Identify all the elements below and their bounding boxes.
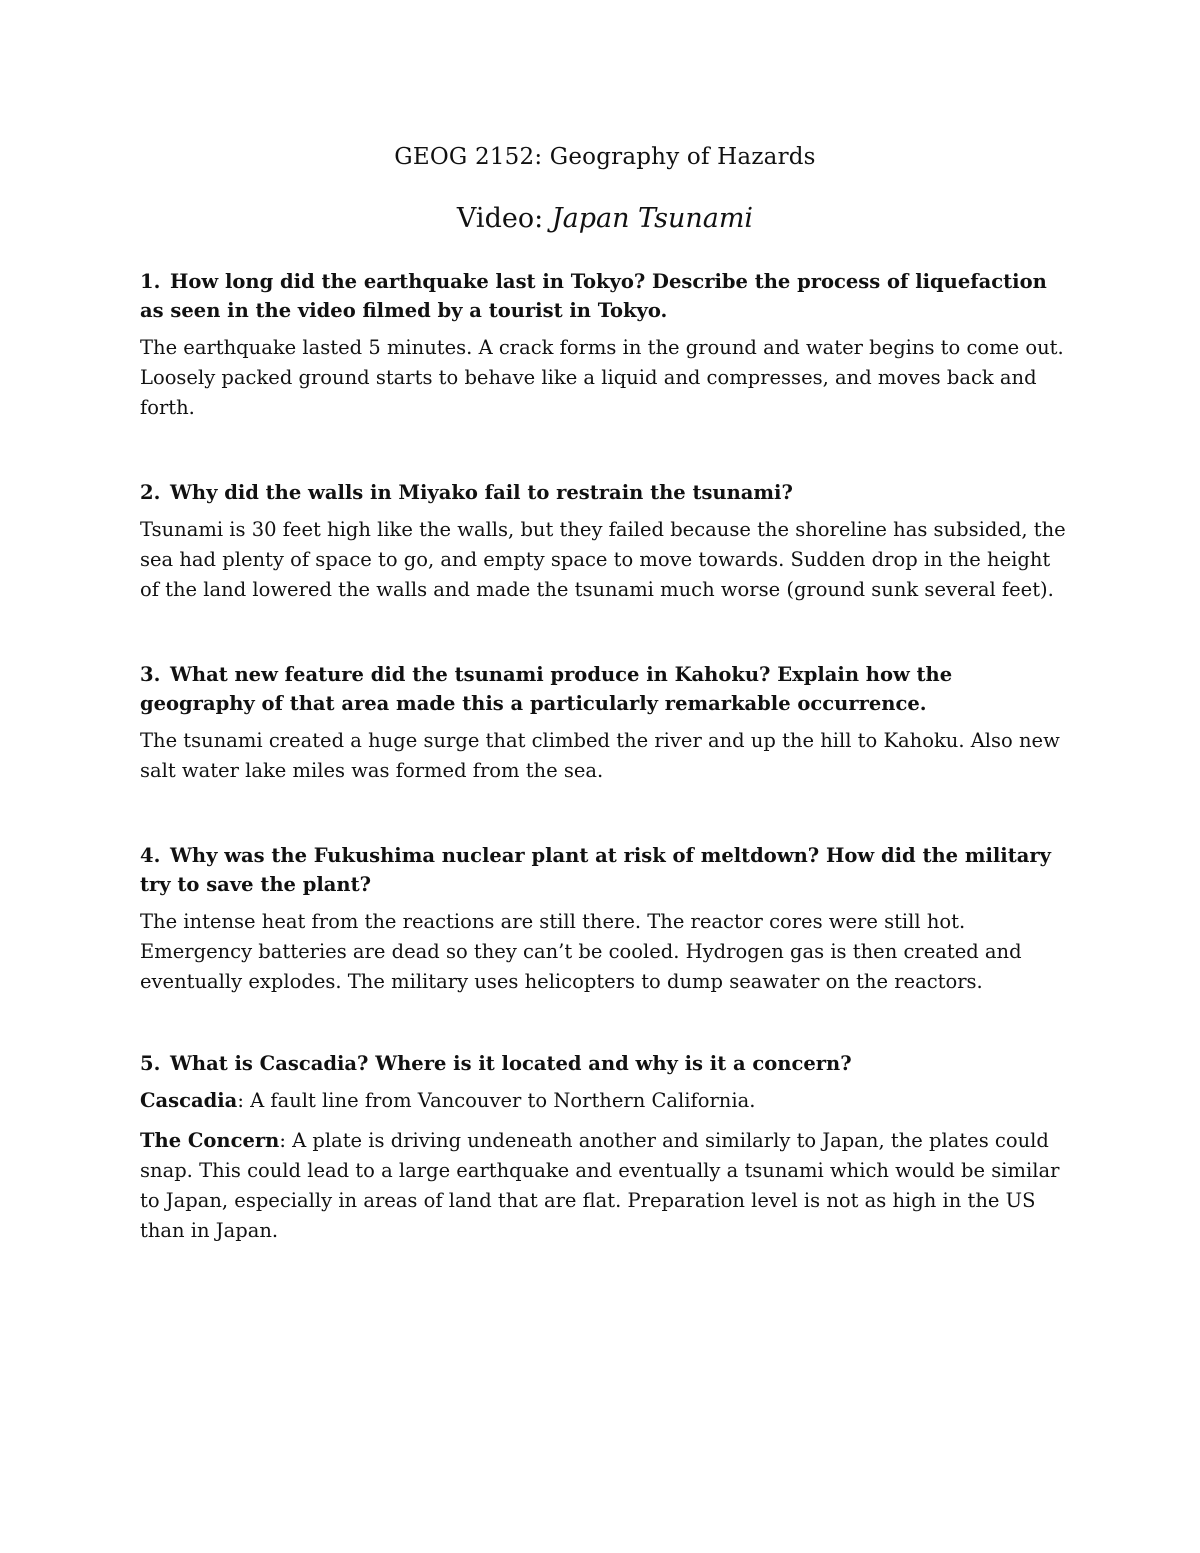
question-text: Why was the Fukushima nuclear plant at risk of meltdown? How did the military try to save the plant? <box>140 844 1051 896</box>
question-text: What new feature did the tsunami produce in Kahoku? Explain how the geography of that area made this a particularly remarkable occurrence. <box>140 663 953 715</box>
question-block-3 <box>140 660 1070 786</box>
question-1 <box>140 267 1070 325</box>
answer-text-cascadia: : A fault line from Vancouver to Northern California. <box>237 1089 756 1112</box>
answer-lead-concern: The Concern <box>140 1129 280 1152</box>
answer-5-concern <box>140 1126 1070 1246</box>
answer-2: Tsunami is 30 feet high like the walls, but they failed because the shoreline has subsided, the sea had plenty of space to go, and empty space to move towards. Sudden drop in the height of the land lowered the walls and made the tsunami much worse (ground sunk several feet). <box>140 518 1066 601</box>
question-number: 4. <box>140 844 161 867</box>
question-number: 3. <box>140 663 161 686</box>
answer-4: The intense heat from the reactions are still there. The reactor cores were still hot. Emergency batteries are dead so they can’t be cooled. Hydrogen gas is then created and eventually explodes. The military uses helicopters to dump seawater on the reactors. <box>140 910 1022 993</box>
question-4 <box>140 841 1070 899</box>
question-text: How long did the earthquake last in Tokyo? Describe the process of liquefaction as seen in the video filmed by a tourist in Tokyo. <box>140 270 1047 322</box>
question-number: 1. <box>140 270 161 293</box>
question-block-4 <box>140 841 1070 997</box>
question-text: Why did the walls in Miyako fail to restrain the tsunami? <box>170 481 793 504</box>
question-3 <box>140 660 1070 718</box>
video-name: Japan Tsunami <box>551 203 754 234</box>
video-prefix: Video: <box>456 203 544 234</box>
question-text: What is Cascadia? Where is it located and why is it a concern? <box>170 1052 852 1075</box>
answer-3: The tsunami created a huge surge that climbed the river and up the hill to Kahoku. Also new salt water lake miles was formed from the sea. <box>140 729 1060 782</box>
question-block-2 <box>140 478 1070 605</box>
answer-5-cascadia <box>140 1086 1070 1116</box>
question-5 <box>140 1049 1070 1078</box>
course-title: GEOG 2152: Geography of Hazards <box>394 144 816 170</box>
question-block-5 <box>140 1049 1070 1246</box>
worksheet-page <box>140 140 1070 1246</box>
video-title <box>140 203 1070 234</box>
answer-text-concern: : A plate is driving undeneath another and similarly to Japan, the plates could snap. This could lead to a large earthquake and eventually a tsunami which would be similar to Japan, especially in areas of land that are flat. Preparation level is not as high in the US than in Japan. <box>140 1129 1060 1242</box>
answer-1: The earthquake lasted 5 minutes. A crack forms in the ground and water begins to come out. Loosely packed ground starts to behave like a liquid and compresses, and moves back and forth. <box>140 336 1064 419</box>
answer-lead-cascadia: Cascadia <box>140 1089 238 1112</box>
question-block-1 <box>140 267 1070 423</box>
question-2 <box>140 478 1070 507</box>
question-number: 2. <box>140 481 161 504</box>
question-number: 5. <box>140 1052 161 1075</box>
